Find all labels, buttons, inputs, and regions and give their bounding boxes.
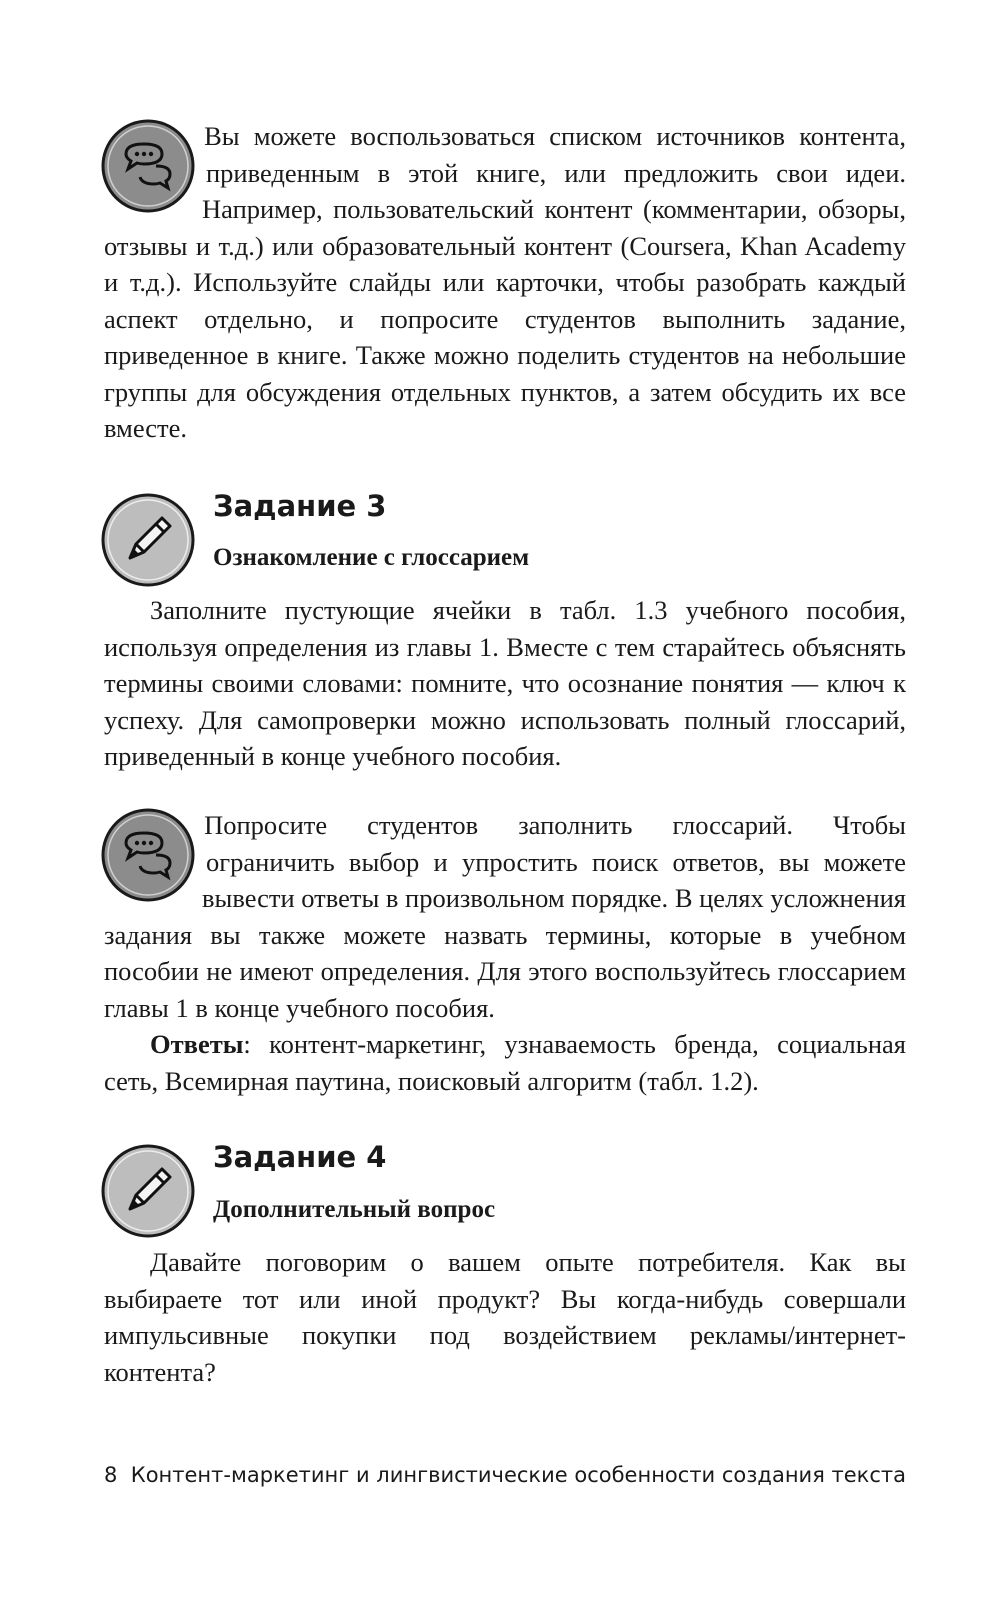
task-3-title: Задание 3 [213, 489, 387, 523]
task-3-body [104, 592, 906, 775]
chat-bubbles-icon [100, 118, 200, 222]
task-4-text: Давайте поговорим о вашем опыте потребителя. Как вы выбираете тот или иной продукт? Вы когда-нибудь совершали импульсивные покупки под воздействием рекламы/интернет-контента? [104, 1247, 906, 1387]
answers-paragraph [104, 1026, 906, 1099]
teacher-note-2 [104, 807, 906, 1099]
answers-label: Ответы [150, 1029, 244, 1059]
answers-text: : контент-маркетинг, узнаваемость бренда, социальная сеть, Всемирная паутина, поисковый алгоритм (табл. 1.2). [104, 1029, 906, 1096]
task-4-subtitle: Дополнительный вопрос [213, 1196, 496, 1223]
running-title: Контент-маркетинг и лингвистические особенности создания текста [130, 1463, 906, 1487]
teacher-note-1-text: Вы можете воспользоваться списком источников контента, приведенным в этой книге, или предложить свои идеи. Например, пользовательский контент (комментарии, обзоры, отзывы и т.д.) или образовательный контент (Coursera, Khan Academy и т.д.). Используйте слайды или карточки, чтобы разобрать каждый аспект отдельно, и попросите студентов выполнить задание, приведенное в книге. Также можно поделить студентов на небольшие группы для обсуждения отдельных пунктов, а затем обсудить их все вместе. [104, 121, 906, 443]
teacher-note-2-text: Попросите студентов заполнить глоссарий. Чтобы ограничить выбор и упростить поиск ответов, вы можете вывести ответы в произвольном порядке. В целях усложнения задания вы также можете назвать термины, которые в учебном пособии не имеют определения. Для этого воспользуйтесь глоссарием главы 1 в конце учебного пособия. [104, 810, 906, 1023]
page-number: 8 [104, 1463, 118, 1487]
pencil-icon [100, 492, 196, 593]
task-4-body [104, 1244, 906, 1390]
teacher-note-1 [104, 118, 906, 447]
chat-bubbles-icon [100, 807, 200, 911]
pencil-icon [100, 1143, 196, 1244]
task-4-title: Задание 4 [213, 1140, 387, 1174]
task-3-text: Заполните пустующие ячейки в табл. 1.3 учебного пособия, используя определения из главы 1. Вместе с тем старайтесь объяснять термины своими словами: помните, что осознание понятия — ключ к успеху. Для самопроверки можно использовать полный глоссарий, приведенный в конце учебного пособия. [104, 595, 906, 771]
task-3-subtitle: Ознакомление с глоссарием [213, 544, 530, 571]
